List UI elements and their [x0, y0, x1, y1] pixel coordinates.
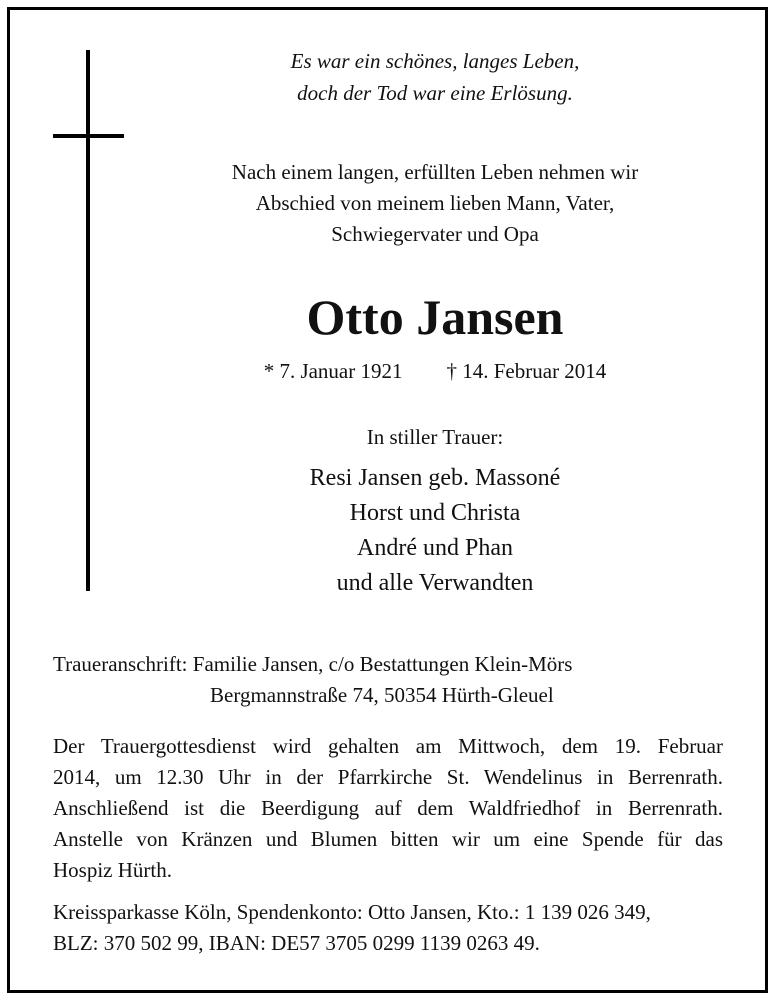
service-line-4: Anstelle von Kränzen und Blumen bitten wir um eine Spende für das	[53, 827, 723, 851]
mourning-address	[53, 649, 723, 711]
motto	[130, 45, 740, 109]
service-line-5: Hospiz Hürth.	[53, 858, 172, 882]
cross-icon-bar	[53, 134, 124, 138]
family-member: André und Phan	[357, 535, 513, 561]
mourning-heading: In stiller Trauer:	[366, 425, 504, 449]
family-member: Horst und Christa	[349, 500, 521, 526]
intro-line-1: Nach einem langen, erfüllten Leben nehmen wir	[231, 160, 639, 184]
bank-details	[53, 897, 723, 959]
bank-line-2: BLZ: 370 502 99, IBAN: DE57 3705 0299 1139 0263 49.	[53, 931, 540, 955]
deceased-name: Otto Jansen	[306, 289, 564, 345]
intro-text	[130, 157, 740, 250]
service-line-1: Der Trauergottesdienst wird gehalten am Mittwoch, dem 19. Februar	[53, 734, 723, 758]
cross-icon	[86, 50, 90, 591]
intro-line-2: Abschied von meinem lieben Mann, Vater,	[255, 191, 615, 215]
address-line-2: Bergmannstraße 74, 50354 Hürth-Gleuel	[210, 683, 554, 707]
death-date: † 14. Februar 2014	[446, 359, 607, 383]
birth-date: * 7. Januar 1921	[263, 359, 403, 383]
family-member: und alle Verwandten	[336, 570, 534, 596]
bank-line-1: Kreissparkasse Köln, Spendenkonto: Otto Jansen, Kto.: 1 139 026 349,	[53, 900, 651, 924]
family-member: Resi Jansen geb. Massoné	[309, 465, 561, 491]
service-info	[53, 731, 723, 886]
address-line-1: Traueranschrift: Familie Jansen, c/o Bestattungen Klein-Mörs	[53, 652, 573, 676]
intro-line-3: Schwiegervater und Opa	[331, 222, 539, 246]
motto-line-1: Es war ein schönes, langes Leben,	[290, 49, 580, 73]
life-dates	[130, 356, 740, 386]
family-list	[130, 461, 740, 601]
service-line-3: Anschließend ist die Beerdigung auf dem Waldfriedhof in Berrenrath.	[53, 796, 723, 820]
motto-line-2: doch der Tod war eine Erlösung.	[297, 81, 573, 105]
service-line-2: 2014, um 12.30 Uhr in der Pfarrkirche St. Wendelinus in Berrenrath.	[53, 765, 723, 789]
